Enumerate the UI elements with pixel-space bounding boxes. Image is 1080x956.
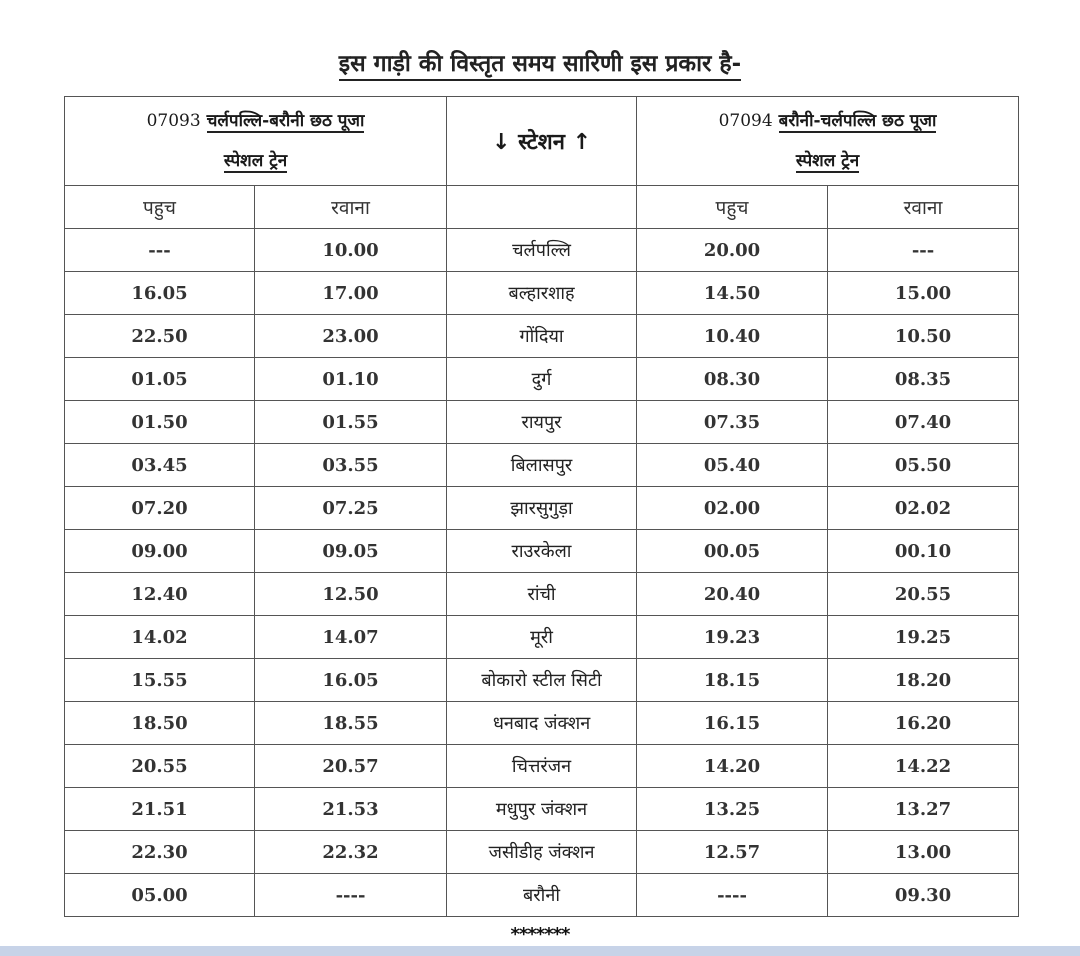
left-departure-time: 22.32 <box>255 831 447 874</box>
right-arrival-header: पहुच <box>637 186 828 229</box>
station-name: दुर्ग <box>447 358 637 401</box>
station-name: बल्हारशाह <box>447 272 637 315</box>
left-arrival-time: 20.55 <box>65 745 255 788</box>
left-departure-time: 23.00 <box>255 315 447 358</box>
left-departure-time: 17.00 <box>255 272 447 315</box>
right-train-name-line2: स्पेशल ट्रेन <box>795 151 860 171</box>
left-arrival-time: 18.50 <box>65 702 255 745</box>
right-arrival-time: 14.20 <box>637 745 828 788</box>
left-arrival-time: 15.55 <box>65 659 255 702</box>
left-arrival-time: 22.50 <box>65 315 255 358</box>
right-arrival-time: 02.00 <box>637 487 828 530</box>
right-train-number: 07094 <box>718 111 773 131</box>
table-row <box>65 745 1019 788</box>
left-arrival-time: 01.05 <box>65 358 255 401</box>
table-row <box>65 401 1019 444</box>
table-row <box>65 702 1019 745</box>
table-row <box>65 616 1019 659</box>
right-departure-time: 08.35 <box>828 358 1019 401</box>
right-arrival-time: 13.25 <box>637 788 828 831</box>
station-name: धनबाद जंक्शन <box>447 702 637 745</box>
station-name: गोंदिया <box>447 315 637 358</box>
right-arrival-time: 20.00 <box>637 229 828 272</box>
right-arrival-time: 16.15 <box>637 702 828 745</box>
table-row <box>65 831 1019 874</box>
right-departure-time: 13.00 <box>828 831 1019 874</box>
table-row <box>65 874 1019 917</box>
left-departure-time: 16.05 <box>255 659 447 702</box>
station-name: चर्लपल्लि <box>447 229 637 272</box>
subheader-row <box>65 186 1019 229</box>
left-arrival-header: पहुच <box>65 186 255 229</box>
timetable-rows <box>65 229 1019 917</box>
right-arrival-time: 18.15 <box>637 659 828 702</box>
left-departure-time: 09.05 <box>255 530 447 573</box>
table-row <box>65 229 1019 272</box>
left-train-title <box>65 101 446 141</box>
station-name: चित्तरंजन <box>447 745 637 788</box>
timetable <box>64 96 1019 917</box>
right-arrival-time: 07.35 <box>637 401 828 444</box>
left-train-header <box>65 97 447 186</box>
left-departure-time: 14.07 <box>255 616 447 659</box>
table-row <box>65 659 1019 702</box>
right-departure-header: रवाना <box>828 186 1019 229</box>
left-arrival-time: 03.45 <box>65 444 255 487</box>
station-name: मूरी <box>447 616 637 659</box>
station-name: राउरकेला <box>447 530 637 573</box>
right-train-title <box>637 101 1018 141</box>
left-arrival-time: 21.51 <box>65 788 255 831</box>
left-arrival-time: 07.20 <box>65 487 255 530</box>
left-departure-time: 07.25 <box>255 487 447 530</box>
page-title-text: इस गाड़ी की विस्तृत समय सारिणी इस प्रकार है- <box>339 51 741 81</box>
left-departure-time: 01.10 <box>255 358 447 401</box>
right-departure-time: 14.22 <box>828 745 1019 788</box>
station-header: ↓ स्टेशन ↑ <box>447 97 637 186</box>
station-name: बोकारो स्टील सिटी <box>447 659 637 702</box>
right-arrival-time: 10.40 <box>637 315 828 358</box>
left-train-title-line2-wrap <box>65 141 446 181</box>
station-name: रांची <box>447 573 637 616</box>
table-row <box>65 487 1019 530</box>
table-row <box>65 788 1019 831</box>
right-departure-time: 19.25 <box>828 616 1019 659</box>
left-arrival-time: 01.50 <box>65 401 255 444</box>
right-departure-time: 00.10 <box>828 530 1019 573</box>
left-train-number: 07093 <box>146 111 201 131</box>
left-departure-time: ---- <box>255 874 447 917</box>
left-departure-time: 12.50 <box>255 573 447 616</box>
left-departure-time: 03.55 <box>255 444 447 487</box>
page-title <box>0 46 1080 78</box>
right-train-header <box>637 97 1019 186</box>
left-arrival-time: --- <box>65 229 255 272</box>
table-row <box>65 358 1019 401</box>
table-row <box>65 444 1019 487</box>
station-name: रायपुर <box>447 401 637 444</box>
table-row <box>65 272 1019 315</box>
left-departure-time: 21.53 <box>255 788 447 831</box>
left-arrival-time: 22.30 <box>65 831 255 874</box>
left-departure-time: 10.00 <box>255 229 447 272</box>
right-departure-time: 09.30 <box>828 874 1019 917</box>
left-departure-time: 01.55 <box>255 401 447 444</box>
right-arrival-time: 19.23 <box>637 616 828 659</box>
station-subheader-blank <box>447 186 637 229</box>
right-departure-time: 13.27 <box>828 788 1019 831</box>
right-arrival-time: 14.50 <box>637 272 828 315</box>
left-departure-header: रवाना <box>255 186 447 229</box>
right-arrival-time: 20.40 <box>637 573 828 616</box>
right-departure-time: 02.02 <box>828 487 1019 530</box>
right-departure-time: 15.00 <box>828 272 1019 315</box>
left-train-name-line1: चर्लपल्लि-बरौनी छठ पूजा <box>206 111 365 131</box>
table-row <box>65 315 1019 358</box>
right-departure-time: 07.40 <box>828 401 1019 444</box>
table-row <box>65 530 1019 573</box>
right-departure-time: 10.50 <box>828 315 1019 358</box>
right-departure-time: 20.55 <box>828 573 1019 616</box>
left-arrival-time: 14.02 <box>65 616 255 659</box>
right-departure-time: 16.20 <box>828 702 1019 745</box>
left-train-name-line2: स्पेशल ट्रेन <box>223 151 288 171</box>
right-arrival-time: 12.57 <box>637 831 828 874</box>
station-name: जसीडीह जंक्शन <box>447 831 637 874</box>
station-name: बरौनी <box>447 874 637 917</box>
right-departure-time: 05.50 <box>828 444 1019 487</box>
station-name: बिलासपुर <box>447 444 637 487</box>
right-arrival-time: ---- <box>637 874 828 917</box>
header-row <box>65 97 1019 186</box>
left-arrival-time: 12.40 <box>65 573 255 616</box>
right-arrival-time: 08.30 <box>637 358 828 401</box>
left-departure-time: 20.57 <box>255 745 447 788</box>
right-departure-time: --- <box>828 229 1019 272</box>
left-departure-time: 18.55 <box>255 702 447 745</box>
right-train-name-line1: बरौनी-चर्लपल्लि छठ पूजा <box>778 111 937 131</box>
left-arrival-time: 09.00 <box>65 530 255 573</box>
station-name: मधुपुर जंक्शन <box>447 788 637 831</box>
bottom-bar <box>0 946 1080 956</box>
right-arrival-time: 00.05 <box>637 530 828 573</box>
station-name: झारसुगुड़ा <box>447 487 637 530</box>
right-departure-time: 18.20 <box>828 659 1019 702</box>
right-train-title-line2-wrap <box>637 141 1018 181</box>
footer-stars: ******* <box>510 924 570 945</box>
left-arrival-time: 05.00 <box>65 874 255 917</box>
left-arrival-time: 16.05 <box>65 272 255 315</box>
table-row <box>65 573 1019 616</box>
right-arrival-time: 05.40 <box>637 444 828 487</box>
